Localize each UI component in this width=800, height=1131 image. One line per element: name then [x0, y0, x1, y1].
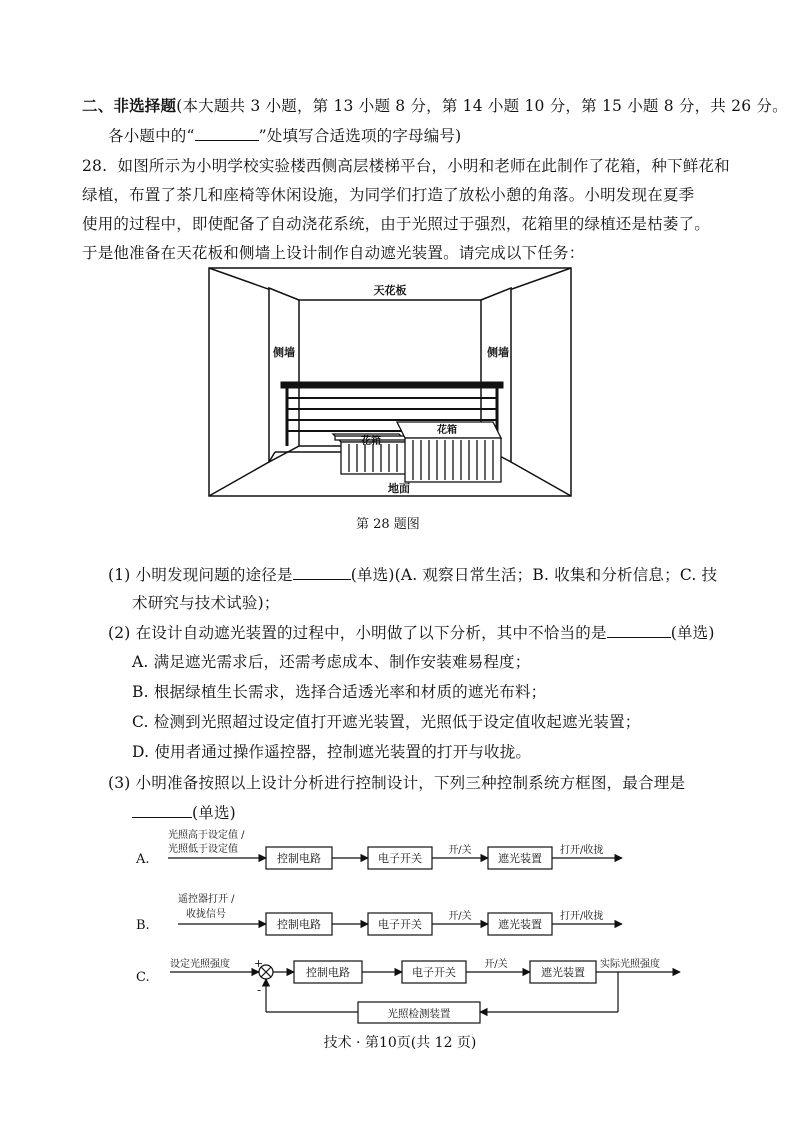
subquestion-1-line-2: 术研究与技术试验)； — [132, 594, 280, 612]
subquestion-3-line-1: (3) 小明准备按照以上设计分析进行控制设计，下列三种控制系统方框图，最合理是 — [108, 774, 686, 792]
diagram-c-feedback-sensor: 光照检测装置 — [387, 1008, 451, 1020]
q2-answer-blank — [607, 621, 671, 638]
q2-option-a: A. 满足遮光需求后，还需考虑成本、制作安装难易程度； — [132, 653, 531, 671]
diagram-a-control-circuit: 控制电路 — [277, 852, 321, 865]
diagram-b-electronic-switch: 电子开关 — [378, 918, 422, 931]
question-stem-line-3: 使用的过程中，即使配备了自动浇花系统，由于光照过于强烈，花箱里的绿植还是枯萎了。 — [82, 215, 711, 233]
q2-text-b: (单选) — [670, 624, 715, 642]
diagram-a-electronic-switch: 电子开关 — [378, 852, 422, 865]
diagram-b-input-1: 遥控器打开 / — [178, 894, 235, 905]
diagram-a-output: 打开/收拢 — [560, 845, 604, 856]
intro-text-b: ”处填写合适选项的字母编号) — [258, 127, 462, 145]
diagram-c-input: 设定光照强度 — [170, 959, 230, 970]
q1-text-a: (1) 小明发现问题的途径是 — [108, 566, 293, 584]
floor-label: 地面 — [388, 482, 410, 495]
diagram-b-output: 打开/收拢 — [560, 911, 604, 922]
subquestion-3-line-2 — [132, 801, 236, 824]
section-intro-line1: (本大题共 3 小题，第 13 小题 8 分，第 14 小题 10 分，第 15 小题 8 分，共 26 分。 — [176, 97, 788, 115]
page-footer: 技术 · 第10页(共 12 页) — [323, 1035, 477, 1051]
intro-text-a: 各小题中的“ — [108, 127, 195, 145]
diagram-c-signal: 开/关 — [484, 959, 508, 970]
q1-answer-blank — [293, 563, 351, 580]
diagram-c-output: 实际光照强度 — [600, 959, 660, 970]
diagram-b-signal: 开/关 — [448, 911, 472, 922]
diagram-c-shading-device: 遮光装置 — [541, 966, 585, 979]
diagram-a-letter: A. — [136, 852, 150, 867]
q3-text: (单选) — [192, 804, 236, 822]
q2-option-b: B. 根据绿植生长需求，选择合适透光率和材质的遮光布料； — [132, 683, 547, 701]
diagram-a-shading-device: 遮光装置 — [498, 852, 542, 865]
question-stem-line-2: 绿植，布置了茶几和座椅等休闲设施，为同学们打造了放松小憩的角落。小明发现在夏季 — [82, 186, 695, 204]
ceiling-label: 天花板 — [373, 284, 407, 297]
diagram-a — [135, 828, 622, 869]
diagram-c-letter: C. — [136, 970, 150, 985]
q1-text-b: (单选)(A. 观察日常生活；B. 收集和分析信息；C. 技 — [350, 566, 718, 584]
figure-caption: 第 28 题图 — [356, 517, 420, 532]
diagram-c — [136, 957, 680, 1023]
stem-text-1: 如图所示为小明学校实验楼西侧高层楼梯平台，小明和老师在此制作了花箱，种下鲜花和 — [117, 157, 730, 175]
q2-option-d: D. 使用者通过操作遥控器，控制遮光装置的打开与收拢。 — [132, 743, 532, 761]
stair-platform-figure — [205, 266, 575, 502]
question-number: 28. — [82, 157, 108, 175]
diagram-b-shading-device: 遮光装置 — [498, 918, 542, 931]
control-block-diagrams — [130, 822, 720, 1032]
question-stem-line-4: 于是他准备在天花板和侧墙上设计制作自动遮光装置。请完成以下任务： — [82, 244, 585, 262]
section-header — [82, 95, 788, 117]
section-heading: 二、非选择题 — [82, 96, 177, 115]
q3-answer-blank — [132, 801, 192, 818]
diagram-a-signal: 开/关 — [448, 845, 472, 856]
q2-option-c: C. 检测到光照超过设定值打开遮光装置，光照低于设定值收起遮光装置； — [132, 713, 641, 731]
subquestion-1-line-1 — [108, 563, 717, 586]
diagram-b-control-circuit: 控制电路 — [277, 918, 321, 931]
diagram-b-letter: B. — [136, 918, 150, 933]
diagram-a-input-2: 光照低于设定值 — [168, 844, 238, 855]
question-stem-line-1 — [82, 155, 730, 177]
diagram-c-minus: - — [257, 983, 262, 997]
q2-text-a: (2) 在设计自动遮光装置的过程中，小明做了以下分析，其中不恰当的是 — [108, 624, 607, 642]
diagram-b — [136, 892, 622, 935]
subquestion-2-line-1 — [108, 621, 715, 644]
section-intro-line2 — [108, 124, 461, 147]
diagram-a-input-1: 光照高于设定值 / — [168, 830, 245, 841]
diagram-c-control-circuit: 控制电路 — [306, 966, 350, 979]
diagram-c-electronic-switch: 电子开关 — [412, 966, 456, 979]
small-flower-box-label: 花箱 — [361, 436, 381, 447]
answer-blank — [195, 124, 259, 141]
left-wall-label: 侧墙 — [273, 346, 295, 359]
right-wall-label: 侧墙 — [487, 346, 509, 359]
diagram-c-plus: + — [254, 957, 264, 970]
diagram-b-input-2: 收拢信号 — [186, 909, 226, 920]
large-flower-box-label: 花箱 — [437, 425, 457, 436]
